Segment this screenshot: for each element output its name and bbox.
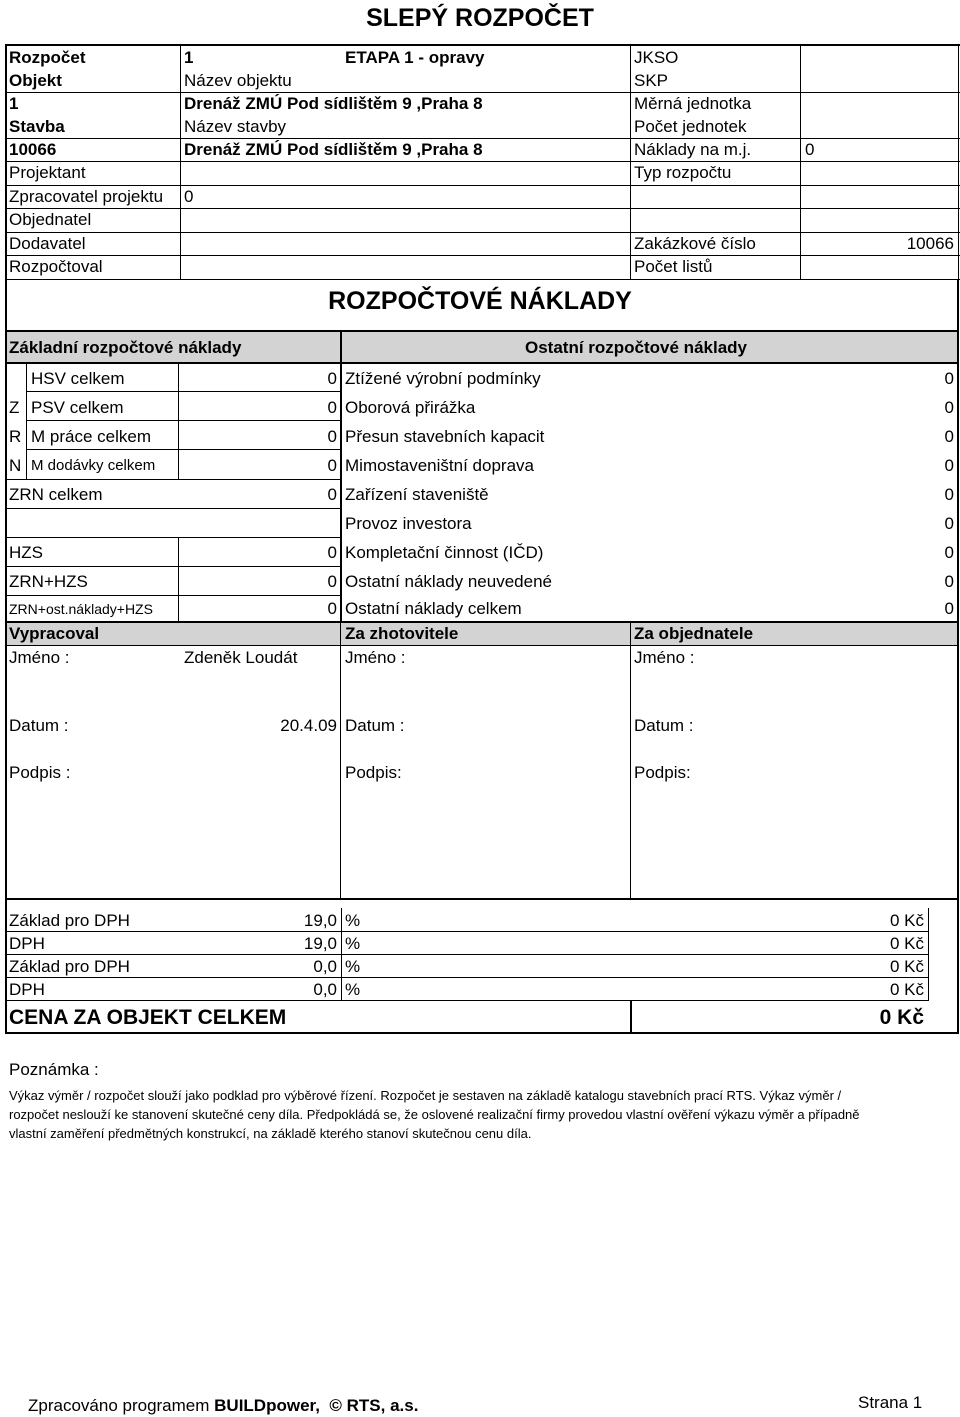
totals-unit: %: [345, 980, 361, 999]
note-line: rozpočet neslouží ke stanovení skutečné ceny díla. Předpokládá se, že oslovené realizační firmy provedou vlastní ověření výkazu výměr a případně: [9, 1107, 860, 1122]
cost-right-label: Ztížené výrobní podmínky: [345, 369, 541, 388]
footer-prefix: Zpracováno programem: [28, 1396, 215, 1415]
podpis-label: Podpis :: [9, 763, 71, 782]
cost-right-label: Ostatní náklady celkem: [345, 599, 522, 618]
cost-right-value: 0: [944, 514, 954, 533]
pocet-jednotek-label: Počet jednotek: [634, 117, 747, 136]
jmeno-label: Jméno :: [634, 648, 695, 667]
totals-label: DPH: [9, 980, 45, 999]
stavba-name: Drenáž ZMÚ Pod sídlištěm 9 ,Praha 8: [184, 140, 483, 159]
rozpocet-label: Rozpočet: [9, 48, 86, 67]
pocet-listu-label: Počet listů: [634, 257, 713, 276]
totals-amount: 0 Kč: [889, 957, 924, 976]
objednatel-label: Objednatel: [9, 210, 92, 229]
podpis-label: Podpis:: [634, 763, 691, 782]
jmeno-label: Jméno :: [9, 648, 70, 667]
cost-left-label: HZS: [9, 543, 43, 562]
cost-left-value: 0: [327, 572, 337, 591]
cost-left-value: 0: [327, 485, 337, 504]
cost-left-value: 0: [327, 543, 337, 562]
footer-program: [28, 1396, 418, 1416]
podpis-label: Podpis:: [345, 763, 402, 782]
datum-value: 20.4.09: [280, 716, 337, 735]
cost-right-value: 0: [944, 599, 954, 618]
cost-right-label: Kompletační činnost (IČD): [345, 543, 544, 562]
page-title: SLEPÝ ROZPOČET: [366, 4, 594, 32]
nazev-objektu-label: Název objektu: [184, 71, 292, 90]
datum-label: Datum :: [634, 716, 694, 735]
cost-right-value: 0: [944, 543, 954, 562]
cost-left-label: HSV celkem: [31, 369, 125, 388]
jkso-label: JKSO: [634, 48, 679, 67]
cost-right-label: Provoz investora: [345, 514, 472, 533]
cost-left-value: 0: [327, 398, 337, 417]
rozpoctoval-label: Rozpočtoval: [9, 257, 103, 276]
totals-unit: %: [345, 911, 361, 930]
footer-program-name: BUILDpower,: [214, 1396, 320, 1415]
cost-left-value: 0: [327, 599, 337, 618]
cost-right-value: 0: [944, 485, 954, 504]
jmeno-label: Jméno :: [345, 648, 406, 667]
cost-right-label: Oborová přirážka: [345, 398, 476, 417]
skp-label: SKP: [634, 71, 669, 90]
totals-label: Základ pro DPH: [9, 911, 130, 930]
za-objednatele-header: Za objednatele: [634, 624, 754, 643]
grand-total-label: CENA ZA OBJEKT CELKEM: [9, 1006, 287, 1029]
cost-left-label: ZRN celkem: [9, 485, 103, 504]
footer-copyright: © RTS, a.s.: [329, 1396, 419, 1415]
note-line: vlastní zaměření předmětných konstrukcí, na základě kterého stanoví skutečnou cenu díla.: [9, 1126, 532, 1141]
letter-r: R: [9, 427, 22, 446]
zpracovatel-value: 0: [184, 187, 194, 206]
basic-costs-header: Základní rozpočtové náklady: [9, 338, 242, 357]
grand-total-amount: 0 Kč: [879, 1006, 924, 1029]
totals-label: DPH: [9, 934, 45, 953]
cost-right-label: Ostatní náklady neuvedené: [345, 572, 552, 591]
totals-label: Základ pro DPH: [9, 957, 130, 976]
zakazkove-cislo-label: Zakázkové číslo: [634, 234, 756, 253]
cost-left-label: M dodávky celkem: [31, 457, 156, 474]
typ-rozpoctu-label: Typ rozpočtu: [634, 163, 732, 182]
stavba-label: Stavba: [9, 117, 65, 136]
cost-right-label: Přesun stavebních kapacit: [345, 427, 545, 446]
rozpocet-number: 1: [184, 48, 194, 67]
note-label: Poznámka :: [9, 1060, 99, 1079]
cost-left-label: ZRN+HZS: [9, 572, 88, 591]
section-title: ROZPOČTOVÉ NÁKLADY: [328, 287, 632, 315]
totals-amount: 0 Kč: [889, 911, 924, 930]
totals-amount: 0 Kč: [889, 980, 924, 999]
zakazkove-cislo-value: 10066: [906, 234, 954, 253]
projektant-label: Projektant: [9, 163, 86, 182]
objekt-label: Objekt: [9, 71, 62, 90]
dodavatel-label: Dodavatel: [9, 234, 86, 253]
note-line: Výkaz výměr / rozpočet slouží jako podklad pro výběrové řízení. Rozpočet je sestaven na základě katalogu stavebních prací RTS. Výkaz výměr /: [9, 1088, 842, 1103]
objekt-name: Drenáž ZMÚ Pod sídlištěm 9 ,Praha 8: [184, 94, 483, 113]
cost-right-value: 0: [944, 572, 954, 591]
naklady-mj-label: Náklady na m.j.: [634, 140, 752, 159]
cost-left-label: M práce celkem: [31, 427, 151, 446]
cost-right-label: Zařízení staveniště: [345, 485, 489, 504]
totals-rate: 19,0: [303, 911, 337, 930]
totals-rate: 19,0: [303, 934, 337, 953]
cost-left-value: 0: [327, 369, 337, 388]
totals-rate: 0,0: [313, 957, 337, 976]
datum-label: Datum :: [345, 716, 405, 735]
totals-unit: %: [345, 957, 361, 976]
merna-jednotka-label: Měrná jednotka: [634, 94, 752, 113]
cost-right-value: 0: [944, 398, 954, 417]
cost-left-value: 0: [327, 456, 337, 475]
other-costs-header: Ostatní rozpočtové náklady: [525, 338, 747, 357]
cost-right-value: 0: [944, 369, 954, 388]
letter-z: Z: [9, 398, 20, 417]
etapa-name: ETAPA 1 - opravy: [345, 48, 485, 67]
totals-unit: %: [345, 934, 361, 953]
cost-left-value: 0: [327, 427, 337, 446]
vypracoval-header: Vypracoval: [9, 624, 100, 643]
zpracovatel-label: Zpracovatel projektu: [9, 187, 164, 206]
letter-n: N: [9, 456, 22, 475]
page-number: Strana 1: [858, 1393, 923, 1412]
za-zhotovitele-header: Za zhotovitele: [345, 624, 459, 643]
cost-left-label: PSV celkem: [31, 398, 124, 417]
stavba-number: 10066: [9, 140, 57, 159]
jmeno-value: Zdeněk Loudát: [184, 648, 298, 667]
naklady-mj-value: 0: [805, 140, 815, 159]
cost-left-label: ZRN+ost.náklady+HZS: [9, 601, 153, 617]
datum-label: Datum :: [9, 716, 69, 735]
cost-right-label: Mimostaveništní doprava: [345, 456, 534, 475]
nazev-stavby-label: Název stavby: [184, 117, 287, 136]
totals-rate: 0,0: [313, 980, 337, 999]
cost-right-value: 0: [944, 427, 954, 446]
objekt-number: 1: [9, 94, 19, 113]
totals-amount: 0 Kč: [889, 934, 924, 953]
cost-right-value: 0: [944, 456, 954, 475]
